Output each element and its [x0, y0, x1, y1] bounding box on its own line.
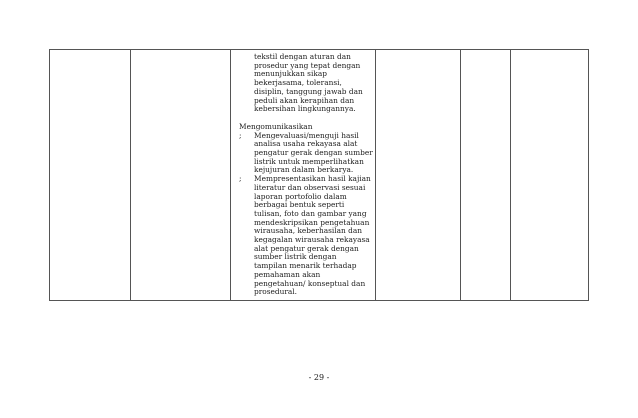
text-line: tekstil dengan aturan dan	[254, 52, 351, 61]
text-line: mendeskripsikan pengetahuan	[254, 217, 370, 227]
list-item	[239, 175, 429, 297]
text-line: kebersihan lingkungannya.	[254, 104, 356, 114]
text-line: pengetahuan/ konseptual dan	[254, 278, 366, 288]
text-line: literatur dan observasi sesuai	[254, 182, 366, 192]
text-line: Mempresentasikan hasil kajian	[254, 174, 371, 184]
text-line: analisa usaha rekayasa alat	[254, 139, 358, 149]
text-line: sumber listrik dengan	[254, 252, 337, 262]
text-line: pengatur gerak dengan sumber	[254, 148, 373, 158]
column-divider	[230, 50, 231, 300]
text-line: tulisan, foto dan gambar yang	[254, 208, 367, 218]
text-line: berbagai bentuk seperti	[254, 200, 345, 210]
text-line: alat pengatur gerak dengan	[254, 243, 359, 253]
list-item	[239, 132, 429, 176]
section-heading: Mengomunikasikan	[239, 121, 313, 131]
text-line: prosedur yang tepat dengan	[254, 60, 361, 70]
text-line: wirausaha, keberhasilan dan	[254, 226, 363, 236]
text-line: disiplin, tanggung jawab dan	[254, 86, 363, 96]
text-line: kegagalan wirausaha rekayasa	[254, 235, 370, 245]
text-line: laporan portofolio dalam	[254, 191, 347, 201]
text-line: pemahaman akan	[254, 269, 321, 279]
text-line: tampilan menarik terhadap	[254, 261, 357, 271]
list-bullet: ;	[239, 130, 242, 140]
column-divider	[460, 50, 461, 300]
text-line: peduli akan kerapihan dan	[254, 95, 355, 105]
text-line: menunjukkan sikap	[254, 69, 327, 79]
text-line: prosedural.	[254, 287, 298, 297]
curriculum-table	[49, 49, 589, 301]
column-divider	[510, 50, 511, 300]
column-divider	[130, 50, 131, 300]
page-number: - 29 -	[308, 373, 330, 382]
list-bullet: ;	[239, 174, 242, 184]
text-line: bekerjasama, toleransi,	[254, 78, 342, 88]
text-line: kejujuran dalam berkarya.	[254, 165, 354, 175]
continuation-paragraph	[239, 53, 429, 114]
text-line: Mengevaluasi/menguji hasil	[254, 130, 359, 140]
text-line: listrik untuk memperlihatkan	[254, 156, 364, 166]
learning-activities-cell	[239, 53, 429, 297]
